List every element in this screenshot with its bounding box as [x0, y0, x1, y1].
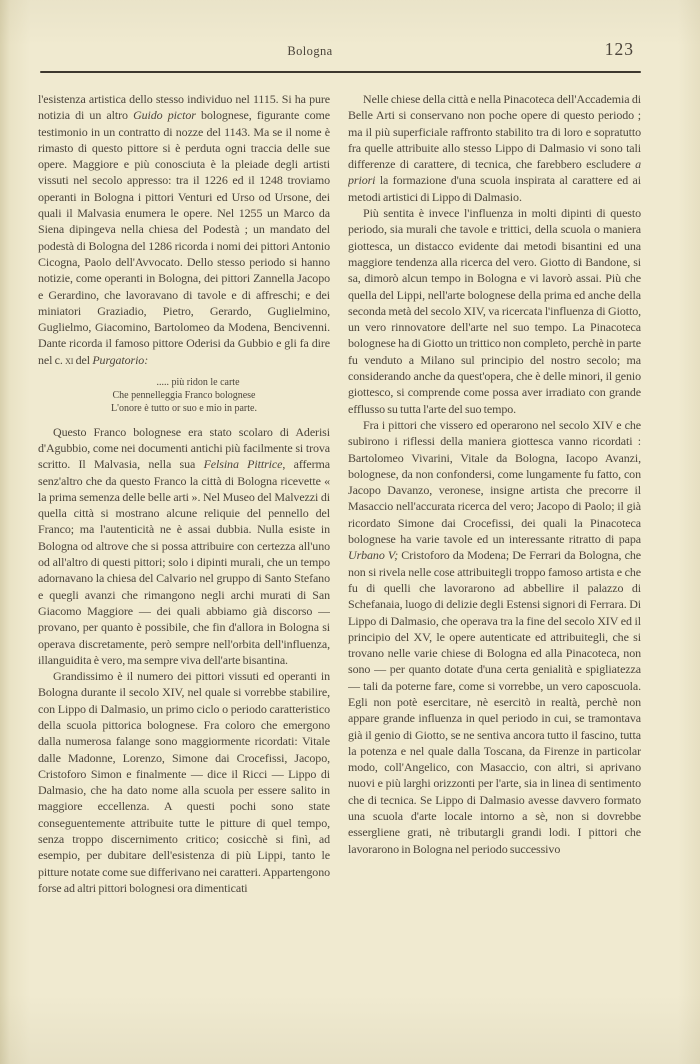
- paragraph: l'esistenza artistica dello stesso individuo nel 1115. Si ha pure notizia di un altro Guido pictor bolognese, figurante come testimonio in un contratto di nozze del 1143. Ma se il nome è rimasto di questo pittore si è perduta ogni traccia delle sue opere. Maggiore e più conosciuta è la pleiade degli artisti vissuti nel secolo appresso: tra il 1226 ed il 1248 troviamo operanti in Bologna i pittori Venturi ed Urso od Ursone, dei quali il Malvasia enumera le opere. Nel 1255 un Marco da Siena dipingeva nella chiesa del Podestà ; un mandato del podestà di Bologna del 1286 ricorda i nomi dei pittori Antonio Cicogna, Paolo dell'Avvocato. Dello stesso periodo si hanno notizie, come operanti in Bologna, dei pittori Zannella Jacopo e Gerardino, che lavoravano di tavole e di affreschi; e dei miniatori Graziadio, Pietro, Gerardo, Guglielmino, Guglielmo, Giacomino, Bartolomeo da Modena, Bencivenni. Dante ricorda il famoso pittore Oderisi da Gubbio e gli fa dire nel c. xi del Purgatorio:: [38, 92, 330, 367]
- verse-line: ..... più ridon le carte: [156, 377, 240, 389]
- paragraph: Questo Franco bolognese era stato scolaro di Aderisi d'Agubbio, come nei documenti antichi più facilmente si trova scritto. Il Malvasia, nella sua Felsina Pittrice, afferma senz'altro che da questo Franco la città di Bologna ricevette « la prima semenza delle belle arti ». Nel Museo del Malvezzi di quella città si mostrano alcune reliquie del pennello del Franco; ma l'autenticità ne è assai dubbia. Nulla esiste in Bologna od altrove che si possa attribuire con certezza all'uno od all'altro di questi pittori; solo i dipinti murali, che un tempo adornavano la chiesa del Calvario nel gruppo di Santo Stefano e quegli avanzi che rimangono negli archi murati di San Giacomo Maggiore — dei quali abbiamo già discorso — provano, per quanto è possibile, che fin d'allora in Bologna si operava discretamente, però sempre nell'orbita dell'influenza, illanguidita è vero, ma sempre viva dell'arte bisantina.: [38, 424, 330, 667]
- verse-line: L'onore è tutto or suo e mio in parte.: [111, 403, 257, 415]
- running-title: Bologna: [287, 44, 333, 58]
- paragraph: Più sentita è invece l'influenza in molti dipinti di questo periodo, sia murali che tavole e trittici, della scuola o maniera giottesca, un distacco evidente dai metodi bisantini ed una maggiore tendenza alla ricerca del vero. Giotto di Bandone, si sa, dimorò alcun tempo in Bologna e vi lavorò assai. Più che quella del Lippi, nell'arte bolognese della prima ed anche della seconda metà del secolo XIV, va ricercata l'influenza di Giotto, un vero rinnovatore dell'arte nel suo tempo. La Pinacoteca bolognese ha di Giotto un trittico non completo, perchè in parte fu venduto a Milano sul principio del nostro secolo; ma considerando anche da quest'opera, che è delle minori, il genio giottesco, si comprende come possa aver irradiato con grande efflusso su tutta l'arte del suo tempo.: [348, 206, 641, 416]
- paragraph: Grandissimo è il numero dei pittori vissuti ed operanti in Bologna durante il secolo XIV, nel quale si vorrebbe stabilire, con Lippo di Dalmasio, un primo ciclo o periodo caratteristico della scuola pittorica bolognese. Fra coloro che emergono dalla numerosa falange sono maggiormente ricordati: Vitale dalle Madonne, Lorenzo, Simone dai Crocefissi, Jacopo, Cristoforo Simon e finalmente — dice il Ricci — Lippo di Dalmasio, che ha dato nome alla scuola per essere salito in maggiore eccellenza. A questi pochi sono state conseguentemente attribuite tutte le pitture di quel tempo, senza troppo discernimento critico; cosicchè si finì, ad esempio, per dubitare dell'esistenza di più Lippi, tanto le pitture notate come sue differivano nei caratteri. Appartengono forse ad altri pittori bolognesi ora dimenticati: [38, 669, 330, 895]
- verse-line: Che pennelleggia Franco bolognese: [112, 390, 256, 402]
- page-number: 123: [604, 39, 634, 59]
- header-rule: [40, 71, 641, 73]
- paragraph: Fra i pittori che vissero ed operarono nel secolo XIV e che subirono i riflessi della maniera giottesca vanno ricordati : Bartolomeo Vivarini, Vitale da Bologna, Iacopo Avanzi, bolognese, da non confondersi, come lungamente fu fatto, con Jacopo Davanzo, veronese, insigne artista che precorre il Masaccio nell'accurata ricerca del vero; Jacopo di Paolo; il già ricordato Simone dai Crocefissi, dei quali la Pinacoteca bolognese ha varie tavole ed un interessante ritratto di papa Urbano V; Cristoforo da Modena; De Ferrari da Bologna, che non si rivela nelle cose attribuitegli troppo famoso artista e che fu di quelli che lavorarono ad abbellire il palazzo di Schefanaia, luogo di delizie degli Estensi signori di Ferrara. Di Lippo di Dalmasio, che operava tra la fine del secolo XIV ed il principio del XV, le opere autenticate ed attribuitegli, che si trovano nelle varie chiese di Bologna ed alla Pinacoteca, non sono — per quanto dotate d'una certa genialità e spigliatezza — tali da poterne fare, come si vorrebbe, un vero caposcuola. Egli non potè esercitare, nè esercitò in realtà, perchè non appare grande influenza in quel periodo in cui, se tramontava già il genio di Giotto, se ne sentiva ancora tutto il fascino, tutta la potenza e nel quale dalla Toscana, da Firenze in particolar modo, coll'Angelico, con Masaccio, con altri, si aprivano nuovi e più larghi orizzonti per l'arte, sia in linea di sentimento che di tecnica. Se Lippo di Dalmasio avesse davvero formato una scuola d'arte locale intorno a sè, non si dovrebbe essergliene grati, nè tributargli grandi lodi. I pittori che lavorarono in Bologna nel periodo successivo: [348, 417, 641, 856]
- left-column: [38, 91, 330, 987]
- verse-quote: [38, 376, 330, 416]
- paragraph: Nelle chiese della città e nella Pinacoteca dell'Accademia di Belle Arti si conservano non poche opere di questo periodo ; ma il più superficiale raffronto stabilito tra di loro e sopratutto fra quelle attribuite allo stesso Lippo di Dalmasio vi sono tali differenze di carattere, di tecnica, che farebbero escludere a priori la formazione d'una scuola inspirata al carattere ed ai metodi artistici di Lippo di Dalmasio.: [348, 92, 641, 204]
- right-column: [348, 91, 641, 987]
